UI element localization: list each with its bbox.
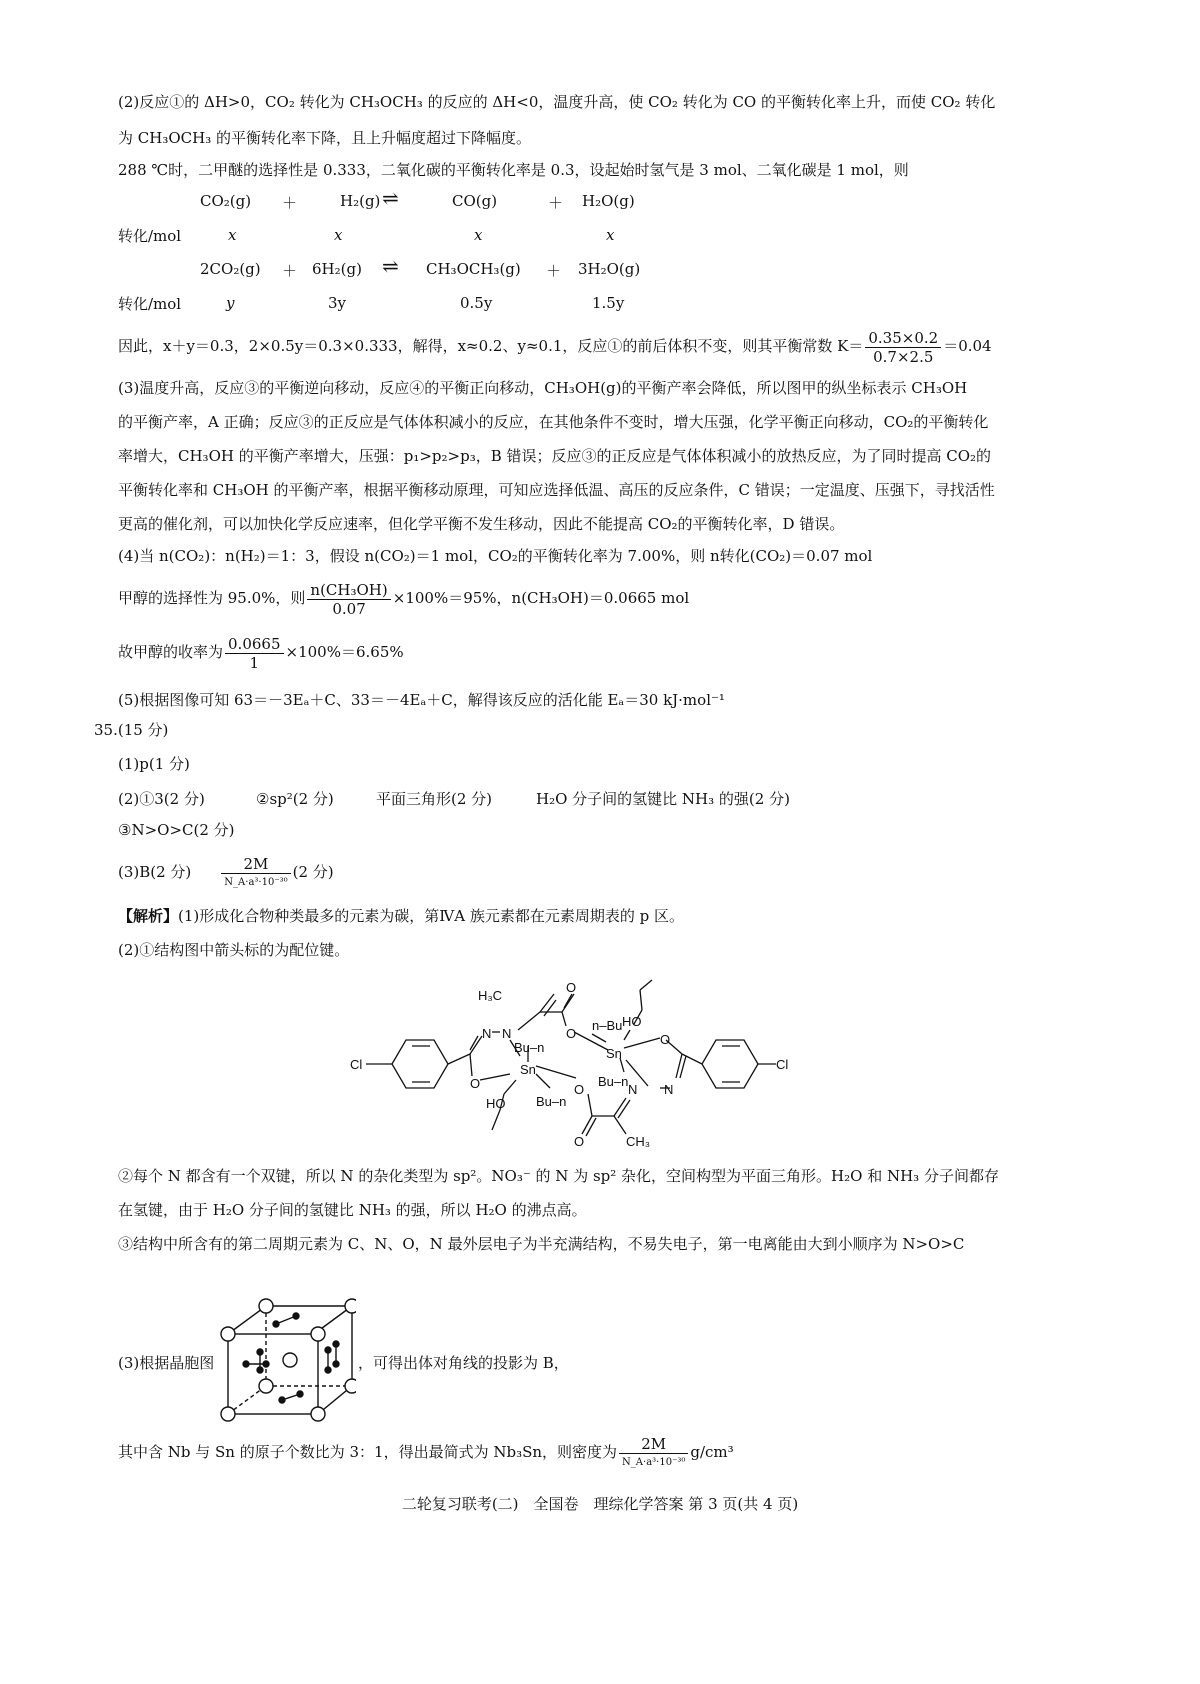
r1-c: CO(g) bbox=[452, 192, 498, 210]
r1-plus1: ＋ bbox=[282, 194, 298, 212]
analysis-l7-pre: 其中含 Nb 与 Sn 的原子个数比为 3：1，得出最简式为 Nb₃Sn，则密度为 bbox=[118, 1443, 618, 1461]
p3-line5: 更高的催化剂，可以加快化学反应速率，但化学平衡不发生移动，因此不能提高 CO₂的平衡转化率，D 错误。 bbox=[118, 515, 845, 533]
r1-b: H₂(g) bbox=[340, 192, 381, 210]
label-cl1: Cl bbox=[350, 1057, 363, 1072]
analysis-l6-post: ，可得出体对角线的投影为 B， bbox=[358, 1354, 569, 1372]
label-o-bot: O bbox=[574, 1134, 585, 1149]
q35-a2b: ②sp²(2 分) bbox=[256, 790, 334, 808]
analysis-line4: 在氢键，由于 H₂O 分子间的氢键比 NH₃ 的强，所以 H₂O 的沸点高。 bbox=[118, 1201, 587, 1219]
r2-val-1: y bbox=[226, 294, 235, 312]
label-sn2: Sn bbox=[606, 1046, 622, 1061]
r1-arrow: ⇌ bbox=[382, 186, 399, 210]
q35-a2d: H₂O 分子间的氢键比 NH₃ 的强(2 分) bbox=[536, 790, 790, 808]
r1-plus2: ＋ bbox=[548, 194, 564, 212]
r2-b: 6H₂(g) bbox=[312, 260, 362, 278]
r2-a: 2CO₂(g) bbox=[200, 260, 261, 278]
p4-line1: (4)当 n(CO₂)：n(H₂)＝1：3，假设 n(CO₂)＝1 mol，CO₂的平衡转化率为 7.00%，则 n转化(CO₂)＝0.07 mol bbox=[118, 547, 873, 565]
analysis-line1 bbox=[118, 906, 684, 926]
label-ch3: CH₃ bbox=[626, 1134, 651, 1149]
r2-plus2: ＋ bbox=[546, 262, 562, 280]
left-benzene-ring bbox=[392, 1040, 448, 1088]
sel-num: n(CH₃OH) bbox=[307, 581, 390, 600]
right-benzene-ring bbox=[702, 1040, 758, 1088]
r2-plus1: ＋ bbox=[282, 262, 298, 280]
r2-arrow: ⇌ bbox=[382, 254, 399, 278]
r1-val-2: x bbox=[334, 226, 343, 244]
analysis-l7-den: N_A·a³·10⁻³⁰ bbox=[622, 1456, 686, 1468]
yield-num: 0.0665 bbox=[225, 635, 284, 654]
sel-fraction bbox=[307, 581, 390, 618]
r1-val-3: x bbox=[474, 226, 483, 244]
yield-den: 1 bbox=[249, 653, 260, 672]
p3-line3: 率增大，CH₃OH 的平衡产率增大，压强：p₁>p₂>p₃，B 错误；反应③的正反应是气体体积减小的放热反应，为了同时提高 CO₂的 bbox=[118, 447, 992, 465]
r1-label: 转化/mol bbox=[118, 227, 182, 245]
k-den: 0.7×2.5 bbox=[873, 347, 934, 366]
p2-line1: (2)反应①的 ΔH>0，CO₂ 转化为 CH₃OCH₃ 的反应的 ΔH<0，温度升高，使 CO₂ 转化为 CO 的平衡转化率上升，而使 CO₂ 转化 bbox=[118, 93, 996, 111]
label-n3: N bbox=[628, 1082, 638, 1097]
q35-a1: (1)p(1 分) bbox=[118, 755, 190, 773]
analysis-l7-fraction bbox=[619, 1435, 688, 1472]
label-n4: N bbox=[664, 1082, 674, 1097]
tin-complex-structure bbox=[330, 970, 810, 1160]
label-n1: N bbox=[482, 1026, 492, 1041]
q35-a2a: (2)①3(2 分) bbox=[118, 790, 205, 808]
analysis-tag: 【解析】 bbox=[118, 907, 179, 925]
analysis-line5: ③结构中所含有的第二周期元素为 C、N、O，N 最外层电子为半充满结构，不易失电子，第一电离能由大到小顺序为 N>O>C bbox=[118, 1235, 965, 1253]
label-n2: N bbox=[502, 1026, 512, 1041]
p3-line4: 平衡转化率和 CH₃OH 的平衡产率，根据平衡移动原理，可知应选择低温、高压的反应条件，C 错误；一定温度、压强下，寻找活性 bbox=[118, 481, 995, 499]
p4-yield bbox=[118, 632, 404, 672]
label-cl2: Cl bbox=[776, 1057, 789, 1072]
label-bu-n1: Bu–n bbox=[514, 1040, 545, 1055]
label-o-mid: O bbox=[566, 1026, 577, 1041]
p2-line3: 288 ℃时，二甲醚的选择性是 0.333，二氧化碳的平衡转化率是 0.3，设起始时氢气是 3 mol、二氧化碳是 1 mol，则 bbox=[118, 161, 909, 179]
analysis-l7-num: 2M bbox=[619, 1435, 688, 1454]
p5-line1: (5)根据图像可知 63＝－3Eₐ＋C、33＝－4Eₐ＋C，解得该反应的活化能 Eₐ＝30 kJ·mol⁻¹ bbox=[118, 691, 725, 709]
q35-a3-fraction bbox=[221, 855, 290, 892]
r1-val-1: x bbox=[228, 226, 237, 244]
analysis-l1: (1)形成化合物种类最多的元素为碳，第ⅣA 族元素都在元素周期表的 p 区。 bbox=[178, 907, 684, 925]
q35-a3-post: (2 分) bbox=[292, 863, 334, 881]
label-ho2: HO bbox=[486, 1096, 506, 1111]
q35-a3-den: N_A·a³·10⁻³⁰ bbox=[224, 876, 288, 888]
k-line bbox=[118, 326, 992, 366]
r1-val-4: x bbox=[606, 226, 615, 244]
p3-line2: 的平衡产率，A 正确；反应③的正反应是气体体积减小的反应，在其他条件不变时，增大压强，化学平衡正向移动，CO₂的平衡转化 bbox=[118, 413, 989, 431]
analysis-line2: (2)①结构图中箭头标的为配位键。 bbox=[118, 941, 350, 959]
r2-val-3: 0.5y bbox=[460, 294, 493, 312]
r1-d: H₂O(g) bbox=[582, 192, 635, 210]
p3-line1: (3)温度升高，反应③的平衡逆向移动，反应④的平衡正向移动，CH₃OH(g)的平衡产率会降低，所以图甲的纵坐标表示 CH₃OH bbox=[118, 379, 968, 397]
label-h3c: H₃C bbox=[478, 988, 503, 1003]
r2-label: 转化/mol bbox=[118, 295, 182, 313]
k-num: 0.35×0.2 bbox=[865, 329, 941, 348]
yield-pre: 故甲醇的收率为 bbox=[118, 643, 224, 661]
r1-a: CO₂(g) bbox=[200, 192, 252, 210]
label-bu-n3: Bu–n bbox=[536, 1094, 567, 1109]
p2-line2: 为 CH₃OCH₃ 的平衡转化率下降，且上升幅度超过下降幅度。 bbox=[118, 129, 531, 147]
q35-a3 bbox=[118, 852, 334, 892]
label-n-bu: n–Bu bbox=[592, 1018, 623, 1033]
label-o-top: O bbox=[566, 980, 577, 995]
k-pre: 因此，x＋y＝0.3，2×0.5y＝0.3×0.333，解得，x≈0.2、y≈0.1，反应①的前后体积不变，则其平衡常数 K＝ bbox=[118, 337, 864, 355]
q35-a2c: 平面三角形(2 分) bbox=[376, 790, 493, 808]
r2-val-2: 3y bbox=[328, 294, 347, 312]
label-o-b: O bbox=[574, 1082, 585, 1097]
analysis-l7-post: g/cm³ bbox=[690, 1443, 734, 1461]
k-fraction bbox=[865, 329, 941, 366]
label-bu-n2: Bu–n bbox=[598, 1074, 629, 1089]
q35-a3-num: 2M bbox=[221, 855, 290, 874]
page-footer: 二轮复习联考(二) 全国卷 理综化学答案 第 3 页(共 4 页) bbox=[401, 1495, 799, 1513]
r2-d: 3H₂O(g) bbox=[578, 260, 641, 278]
sel-pre: 甲醇的选择性为 95.0%，则 bbox=[118, 589, 306, 607]
crystal-cell-diagram bbox=[216, 1294, 356, 1424]
q35-head: 35.(15 分) bbox=[94, 721, 169, 739]
yield-post: ×100%＝6.65% bbox=[285, 643, 404, 661]
label-ho1: HO bbox=[622, 1014, 642, 1029]
analysis-l6-pre: (3)根据晶胞图 bbox=[118, 1354, 215, 1372]
label-o-l: O bbox=[470, 1076, 481, 1091]
label-o-r: O bbox=[660, 1032, 671, 1047]
r2-c: CH₃OCH₃(g) bbox=[426, 260, 521, 278]
q35-a2e: ③N>O>C(2 分) bbox=[118, 821, 235, 839]
sel-den: 0.07 bbox=[332, 599, 366, 618]
sel-post: ×100%＝95%，n(CH₃OH)＝0.0665 mol bbox=[392, 589, 690, 607]
q35-a3a: (3)B(2 分) bbox=[118, 863, 192, 881]
k-post: ＝0.04 bbox=[943, 337, 992, 355]
yield-fraction bbox=[225, 635, 284, 672]
analysis-line3: ②每个 N 都含有一个双键，所以 N 的杂化类型为 sp²。NO₃⁻ 的 N 为 sp² 杂化，空间构型为平面三角形。H₂O 和 NH₃ 分子间都存 bbox=[118, 1167, 999, 1185]
p4-selectivity bbox=[118, 578, 689, 618]
r2-val-4: 1.5y bbox=[592, 294, 625, 312]
label-sn1: Sn bbox=[520, 1062, 536, 1077]
analysis-line7 bbox=[118, 1432, 734, 1472]
